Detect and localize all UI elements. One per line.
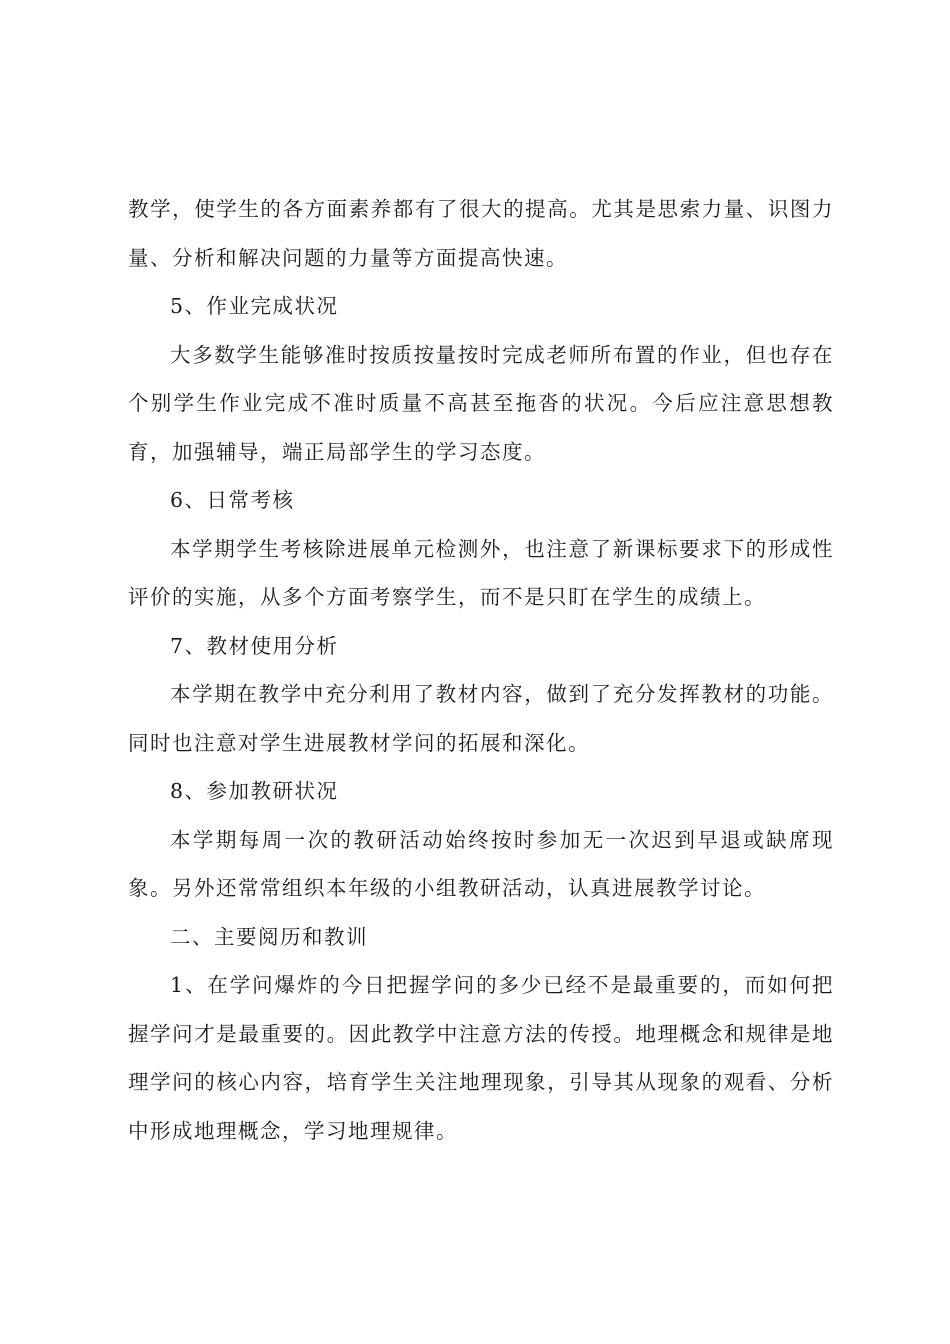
section-heading-5: 5、作业完成状况 xyxy=(170,294,339,318)
paragraph-4: 本学期在教学中充分利用了教材内容，做到了充分发挥教材的功能。同时也注意对学生进展教材学问的拓展和深化。 xyxy=(128,682,834,755)
section-heading-6: 6、日常考核 xyxy=(170,488,295,512)
section-heading-8: 8、参加教研状况 xyxy=(170,779,339,803)
document-body xyxy=(128,185,834,1155)
paragraph-6: 1、在学问爆炸的今日把握学问的多少已经不是最重要的，而如何把握学问才是最重要的。因此教学中注意方法的传授。地理概念和规律是地理学问的核心内容，培育学生关注地理现象，引导其从现象的观看、分析中形成地理概念，学习地理规律。 xyxy=(128,973,834,1143)
section-heading-experience: 二、主要阅历和教训 xyxy=(170,924,368,949)
paragraph-2: 大多数学生能够准时按质按量按时完成老师所布置的作业，但也存在个别学生作业完成不准时质量不高甚至拖沓的状况。今后应注意思想教育，加强辅导，端正局部学生的学习态度。 xyxy=(128,342,834,464)
section-heading-7: 7、教材使用分析 xyxy=(170,633,339,658)
paragraph-3: 本学期学生考核除进展单元检测外，也注意了新课标要求下的形成性评价的实施，从多个方面考察学生，而不是只盯在学生的成绩上。 xyxy=(128,536,834,609)
paragraph-5: 本学期每周一次的教研活动始终按时参加无一次迟到早退或缺席现象。另外还常常组织本年级的小组教研活动，认真进展教学讨论。 xyxy=(128,827,834,900)
paragraph-1: 教学，使学生的各方面素养都有了很大的提高。尤其是思索力量、识图力量、分析和解决问题的力量等方面提高快速。 xyxy=(128,197,834,270)
